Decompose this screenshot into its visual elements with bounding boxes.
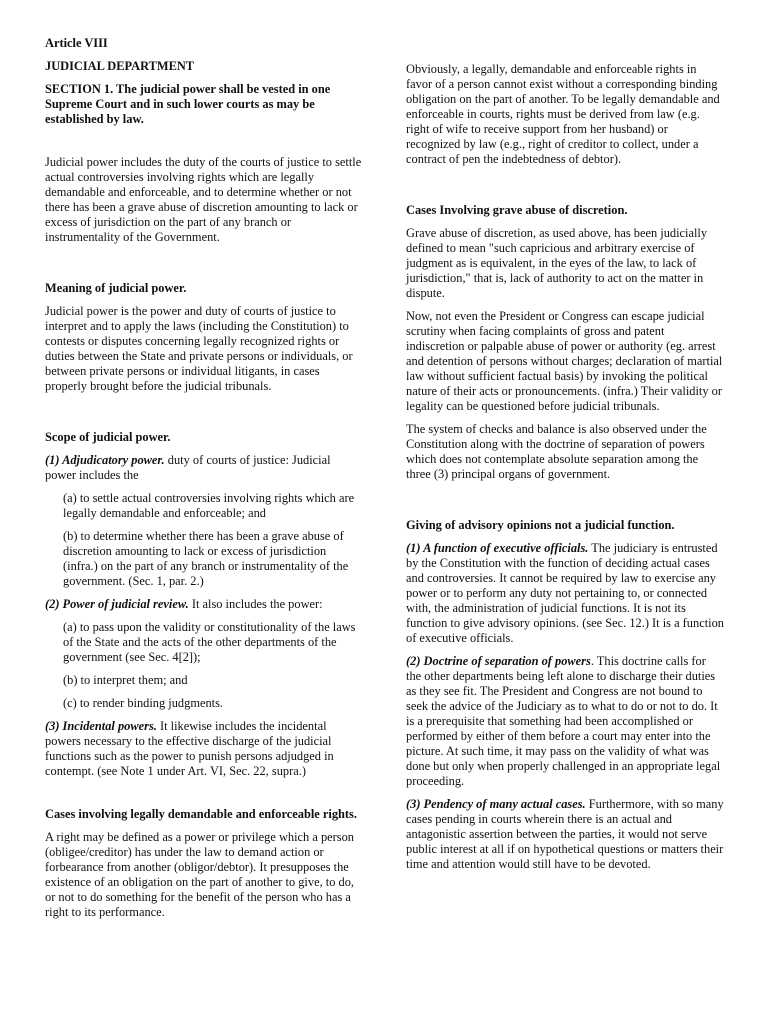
- executive-label: (1) A function of executive officials.: [406, 541, 589, 555]
- adjudicatory-item-a: (a) to settle actual controversies involving rights which are legally demandable and enforceable; and: [63, 491, 355, 520]
- incidental-text: It likewise includes the incidental powers necessary to the effective discharge of the judicial functions such as the power to punish persons adjudged in contempt. (see Note 1 under Art. VI, Sec. 22, supra.): [45, 719, 334, 778]
- adjudicatory-label: (1) Adjudicatory power.: [45, 453, 165, 467]
- adjudicatory-item-b: (b) to determine whether there has been a grave abuse of discretion amounting to lack or excess of jurisdiction (infra.) on the part of any branch or instrumentality of the government. (Sec. 1, par. 2.): [63, 529, 349, 588]
- executive-paragraph: [406, 541, 724, 646]
- review-item-a: (a) to pass upon the validity or constitutionality of the laws of the State and the acts of the other departments of the government (see Sec. 4[2]);: [63, 620, 356, 664]
- scope-heading: Scope of judicial power.: [45, 430, 171, 444]
- meaning-paragraph: Judicial power is the power and duty of courts of justice to interpret and to apply the laws (including the Constitution) to contests or disputes concerning legally recognized rights or duties between the State and private persons or individuals, or between private persons or individual litigants, in cases properly brought before the judicial tribunals.: [45, 304, 353, 393]
- review-paragraph: [45, 597, 363, 612]
- left-column: [45, 36, 363, 928]
- adjudicatory-paragraph: [45, 453, 363, 483]
- department-title: JUDICIAL DEPARTMENT: [45, 59, 195, 73]
- separation-label: (2) Doctrine of separation of powers: [406, 654, 591, 668]
- separation-text: . This doctrine calls for the other departments being left alone to discharge their duties as they see fit. The President and Congress are not bound to seek the advice of the Judiciary as to what to do or not to do. It is a prerequisite that something had been accomplished or performed by either of them before a court may enter into the picture. At such time, it may pass on the validity of what was done but only when properly challenged in an appropriate legal proceeding.: [406, 654, 721, 788]
- review-item-c: (c) to render binding judgments.: [63, 696, 224, 710]
- meaning-heading: Meaning of judicial power.: [45, 281, 187, 295]
- article-title: Article VIII: [45, 36, 108, 50]
- incidental-label: (3) Incidental powers.: [45, 719, 157, 733]
- executive-text: The judiciary is entrusted by the Constitution with the function of deciding actual cases and controversies. It cannot be required by law to exercise any power or to perform any duty not pertaining to, or connected with, the administration of judicial functions. It is not its function to give advisory opinions. (see Sec. 12.) It is a function of executive officials.: [406, 541, 724, 645]
- right-column: [406, 62, 724, 880]
- cases-paragraph: A right may be defined as a power or privilege which a person (obligee/creditor) has under the law to demand action or forbearance from another (obligor/debtor). It presupposes the existence of an obligation on the part of another to give, to do, or not to do something for the benefit of the person who has a right to its performance.: [45, 830, 354, 919]
- incidental-paragraph: [45, 719, 363, 779]
- separation-paragraph: [406, 654, 724, 789]
- grave-abuse-heading: Cases Involving grave abuse of discretion.: [406, 203, 628, 217]
- review-label: (2) Power of judicial review.: [45, 597, 189, 611]
- pendency-text: Furthermore, with so many cases pending in courts wherein there is an actual and antagonistic assertion between the parties, it would not serve public interest at all if on hypothetical questions or matters their time and attention would still have to be devoted.: [406, 797, 724, 871]
- intro-paragraph: Judicial power includes the duty of the courts of justice to settle actual controversies involving rights which are legally demandable and enforceable, and to determine whether or not there has been a grave abuse of discretion amounting to lack or excess of jurisdiction on the part of any branch or instrumentality of the Government.: [45, 155, 362, 244]
- adjudicatory-text: duty of courts of justice: Judicial power includes the: [45, 453, 331, 482]
- section-1: SECTION 1. The judicial power shall be vested in one Supreme Court and in such lower courts as may be established by law.: [45, 82, 331, 126]
- pendency-label: (3) Pendency of many actual cases.: [406, 797, 586, 811]
- grave-abuse-paragraph: Grave abuse of discretion, as used above, has been judicially defined to mean "such capricious and arbitrary exercise of judgment as is equivalent, in the eyes of the law, to lack of jurisdiction," that is, lack of authority to act on the matter in dispute.: [406, 226, 708, 300]
- pendency-paragraph: [406, 797, 724, 872]
- advisory-heading: Giving of advisory opinions not a judicial function.: [406, 518, 675, 532]
- now-paragraph: Now, not even the President or Congress can escape judicial scrutiny when facing complaints of gross and patent indiscretion or palpable abuse of power or authority (eg. arrest and detention of persons without charges; declaration of martial law without sufficient factual basis) by invoking the political nature of their acts or pronouncements. (infra.) Their validity or legality can be questioned before judicial tribunals.: [406, 309, 723, 413]
- checks-paragraph: The system of checks and balance is also observed under the Constitution along with the doctrine of separation of powers which does not contemplate absolute separation among the three (3) principal organs of government.: [406, 422, 707, 481]
- review-item-b: (b) to interpret them; and: [63, 673, 188, 687]
- cases-heading: Cases involving legally demandable and enforceable rights.: [45, 807, 357, 821]
- obviously-paragraph: Obviously, a legally, demandable and enforceable rights in favor of a person cannot exist without a corresponding binding obligation on the part of another. To be legally demandable and enforceable in courts, rights must be derived from law (e.g. right of wife to receive support from her husband) or recognized by law (e.g., right of creditor to collect, under a contract of pen the indebtedness of debtor).: [406, 62, 720, 166]
- review-text: It also includes the power:: [188, 597, 323, 611]
